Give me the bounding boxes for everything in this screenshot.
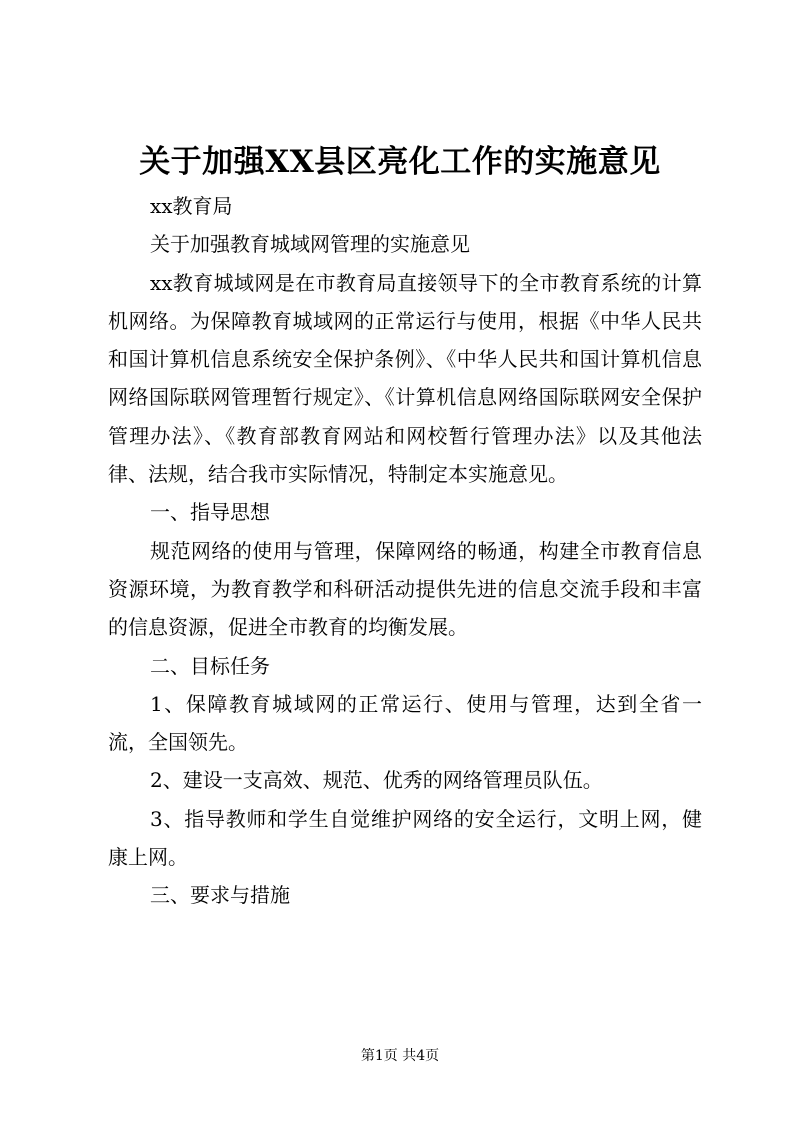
document-body — [108, 187, 702, 915]
paragraph-intro: xx教育城域网是在市教育局直接领导下的全市教育系统的计算机网络。为保障教育城域网的正常运行与使用，根据《中华人民共和国计算机信息系统安全保护条例》、《中华人民共和国计算机信息网络国际联网管理暂行规定》、《计算机信息网络国际联网安全保护管理办法》、《教育部教育网站和网校暂行管理办法》以及其他法律、法规，结合我市实际情况，特制定本实施意见。 — [108, 270, 702, 487]
document-title: 关于加强XX县区亮化工作的实施意见 — [139, 144, 661, 180]
paragraph-issuer: xx教育局 — [150, 194, 233, 218]
section-heading-3: 三、要求与措施 — [150, 883, 290, 908]
section-heading-2: 二、目标任务 — [150, 653, 270, 678]
paragraph-subtitle: 关于加强教育城域网管理的实施意见 — [150, 232, 470, 257]
page-footer: 第1页 共4页 — [360, 1048, 440, 1064]
list-item-goal-3: 3、指导教师和学生自觉维护网络的安全运行，文明上网，健康上网。 — [108, 806, 702, 870]
list-item-goal-1: 1、保障教育城域网的正常运行、使用与管理，达到全省一流，全国领先。 — [108, 691, 702, 755]
list-item-goal-2: 2、建设一支高效、规范、优秀的网络管理员队伍。 — [150, 768, 603, 793]
section-heading-1: 一、指导思想 — [150, 500, 270, 525]
paragraph-guiding-thought: 规范网络的使用与管理，保障网络的畅通，构建全市教育信息资源环境，为教育教学和科研活动提供先进的信息交流手段和丰富的信息资源，促进全市教育的均衡发展。 — [108, 538, 702, 640]
